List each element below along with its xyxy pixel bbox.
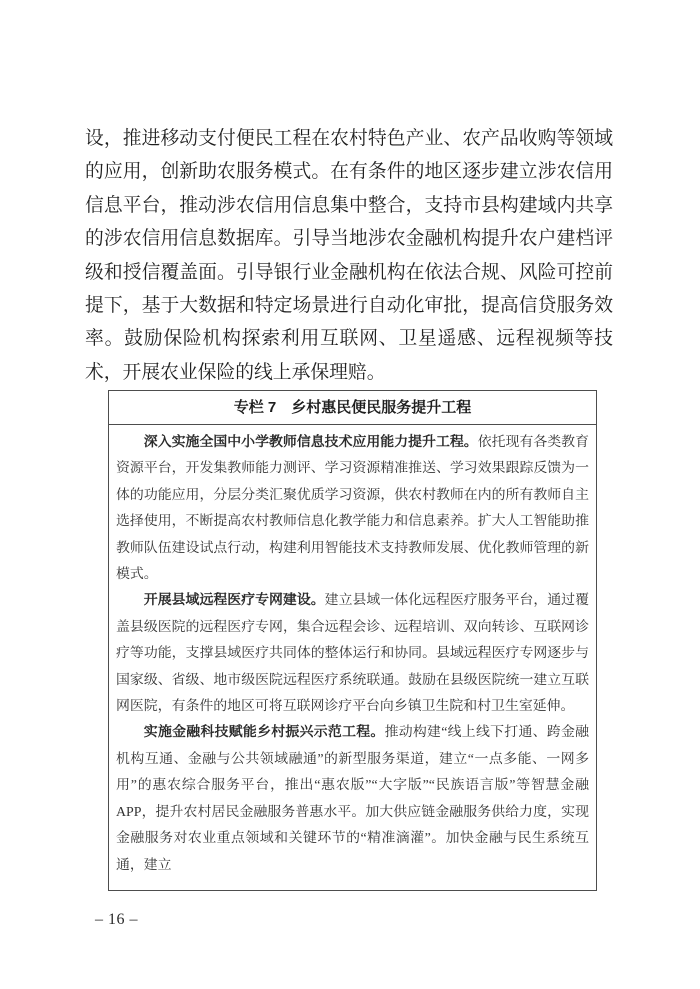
box-paragraph [116, 720, 589, 878]
paragraph-lead: 实施金融科技赋能乡村振兴示范工程。 [143, 725, 385, 741]
box-title: 专栏 7 乡村惠民便民服务提升工程 [109, 391, 596, 425]
box-paragraph [116, 430, 589, 588]
body-paragraph: 设，推进移动支付便民工程在农村特色产业、农产品收购等领域的应用，创新助农服务模式。在有条件的地区逐步建立涉农信用信息平台，推动涉农信用信息集中整合，支持市县构建域内共享的涉农信用信息数据库。引导当地涉农金融机构提升农户建档评级和授信覆盖面。引导银行业金融机构在依法合规、风险可控前提下，基于大数据和特定场景进行自动化审批，提高信贷服务效率。鼓励保险机构探索利用互联网、卫星遥感、远程视频等技术，开展农业保险的线上承保理赔。 [85, 128, 613, 383]
box-content [109, 425, 596, 890]
paragraph-text: 建立县域一体化远程医疗服务平台，通过覆盖县级医院的远程医疗专网，集合远程会诊、远程培训、双向转诊、互联网诊疗等功能，支撑县域医疗共同体的整体运行和协同。县域远程医疗专网逐步与国家级、省级、地市级医院远程医疗系统联通。鼓励在县级医院统一建立互联网医院，有条件的地区可将互联网诊疗平台向乡镇卫生院和村卫生室延伸。 [116, 593, 589, 715]
page-number: – 16 – [95, 911, 138, 928]
callout-box [108, 390, 597, 891]
paragraph-text: 推动构建“线上线下打通、跨金融机构互通、金融与公共领域融通”的新型服务渠道，建立“一点多能、一网多用”的惠农综合服务平台，推出“惠农版”“大字版”“民族语言版”等智慧金融 APP，提升农村居民金融服务普惠水平。加大供应链金融服务供给力度，实现金融服务对农业重点领域和关键环节的“精准滴灌”。加快金融与民生系统互通，建立 [116, 725, 589, 873]
paragraph-lead: 开展县域远程医疗专网建设。 [143, 593, 325, 609]
box-paragraph [116, 588, 589, 720]
paragraph-text: 依托现有各类教育资源平台，开发集教师能力测评、学习资源精准推送、学习效果跟踪反馈为一体的功能应用，分层分类汇聚优质学习资源，供农村教师在内的所有教师自主选择使用，不断提高农村教师信息化教学能力和信息素养。扩大人工智能助推教师队伍建设试点行动，构建利用智能技术支持教师发展、优化教师管理的新模式。 [116, 435, 589, 583]
paragraph-lead: 深入实施全国中小学教师信息技术应用能力提升工程。 [143, 435, 478, 450]
